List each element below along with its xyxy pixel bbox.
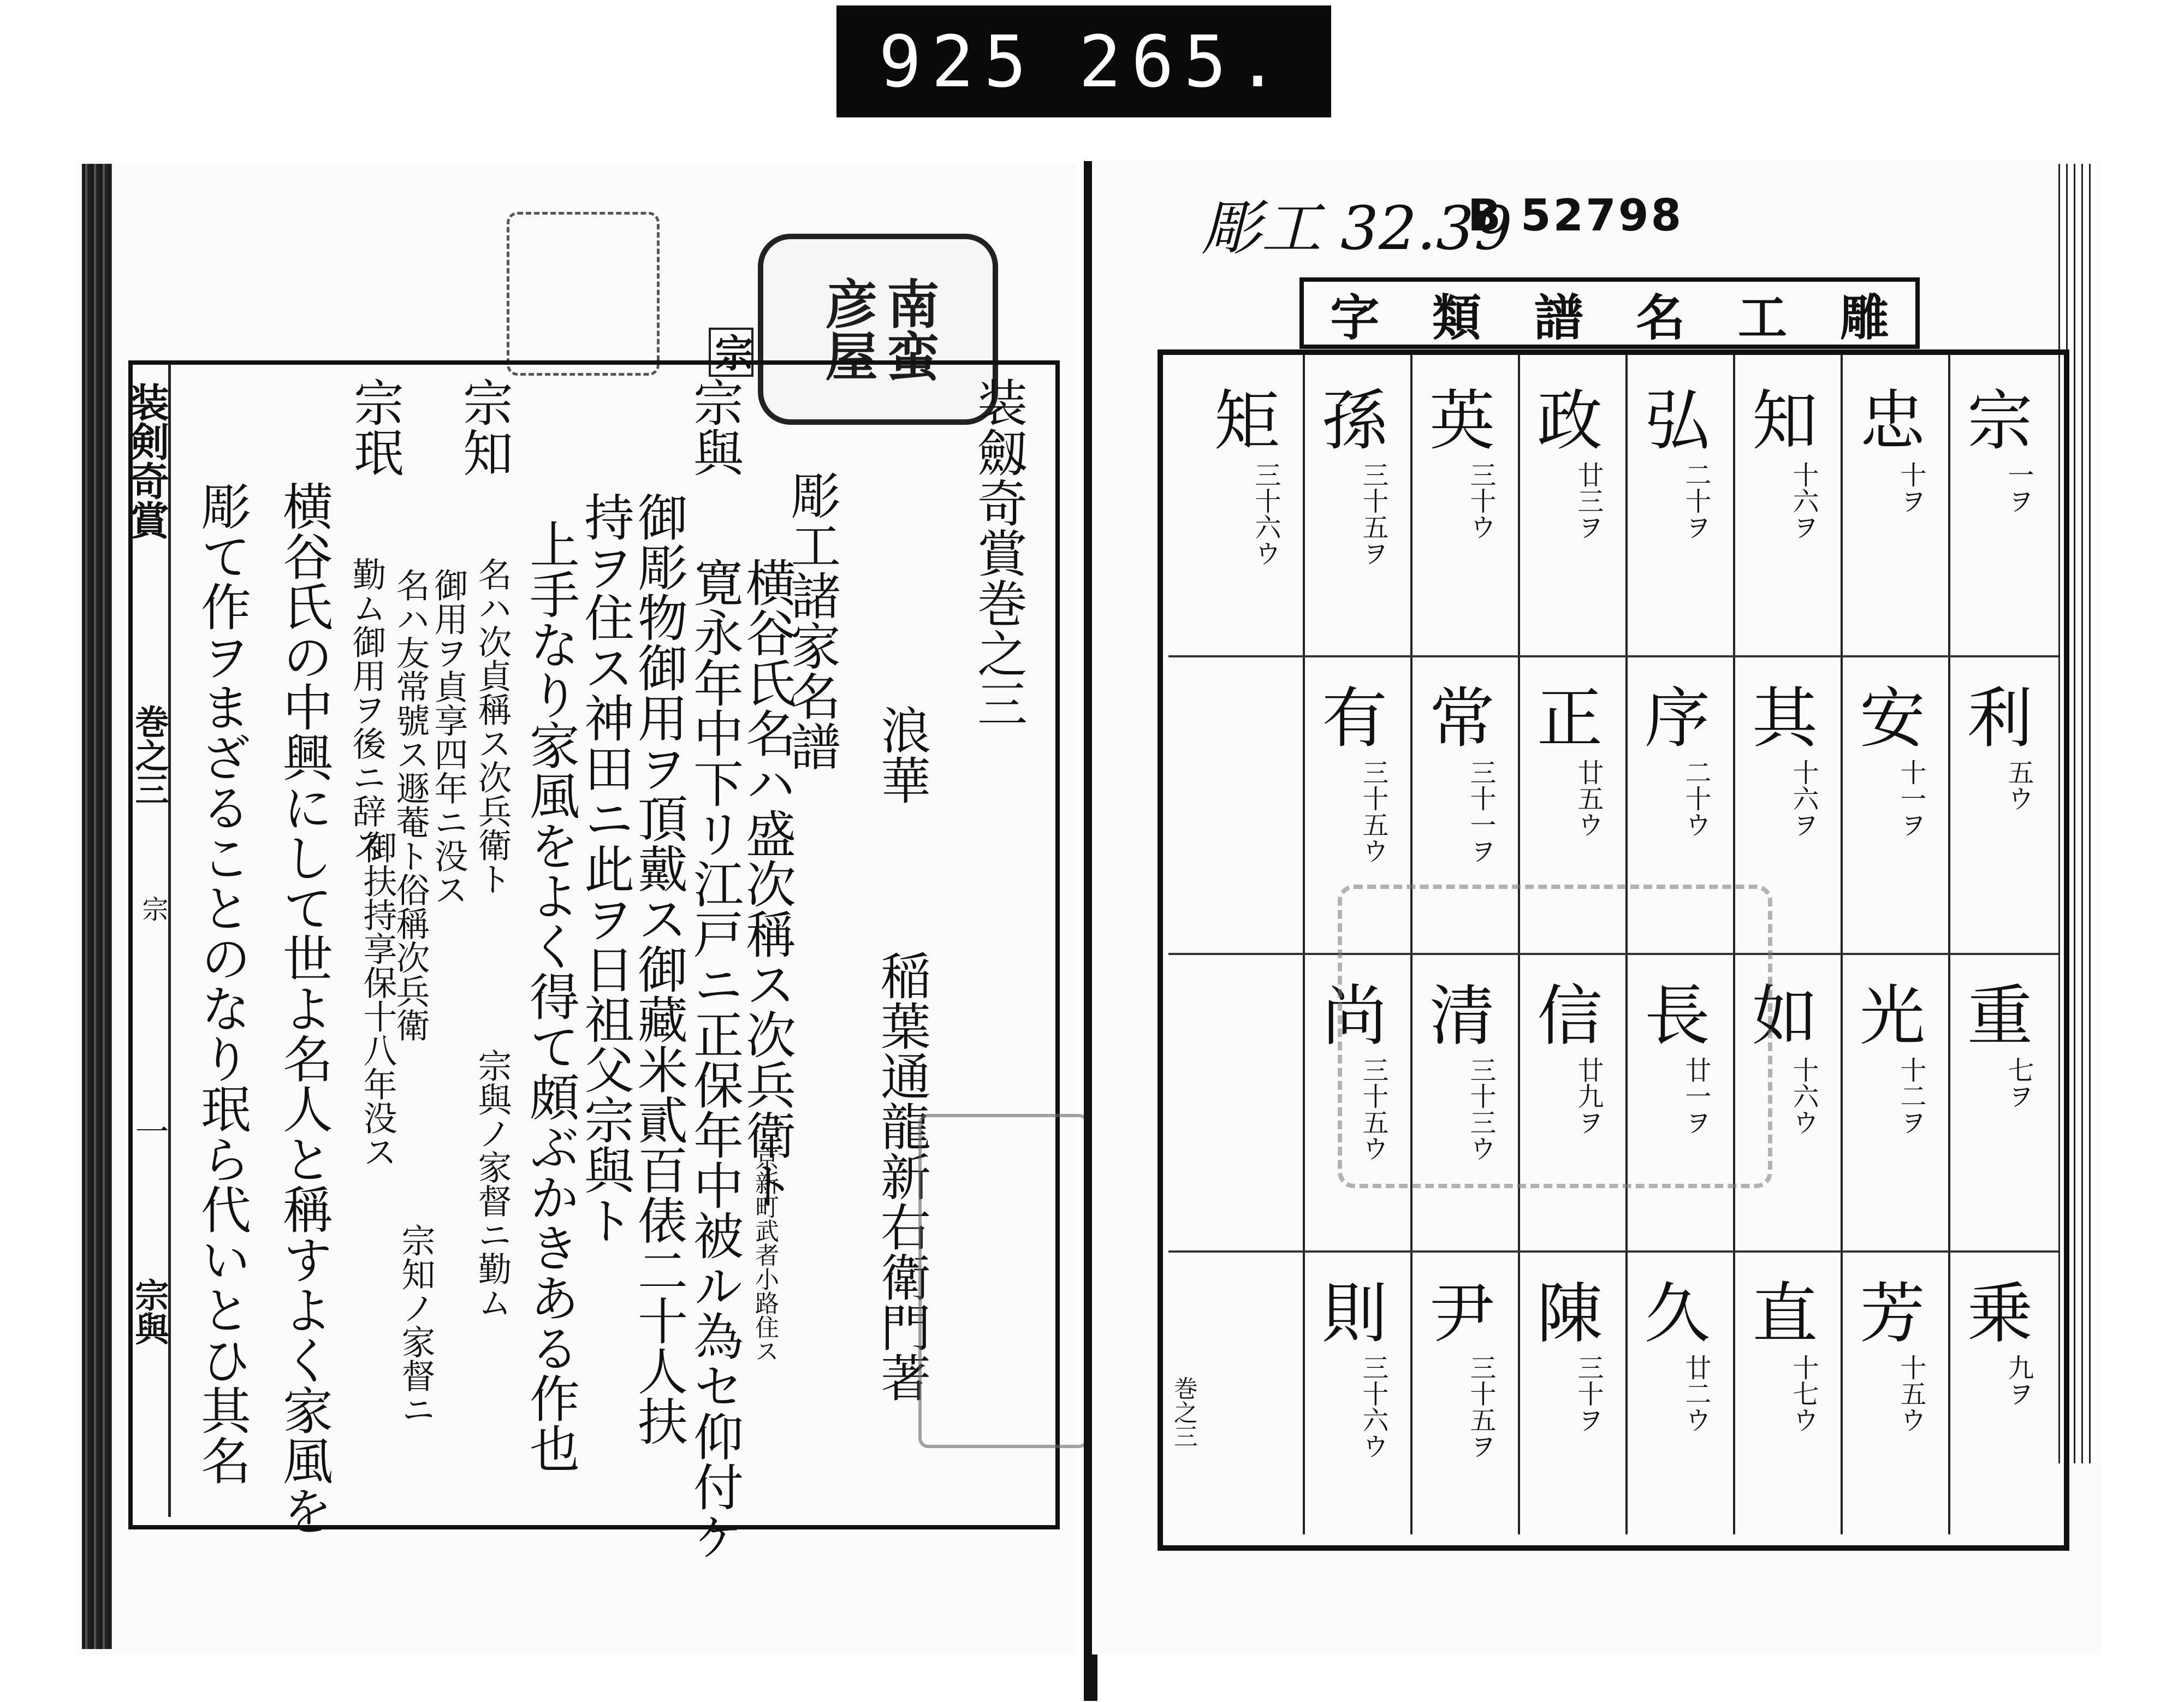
index-character: 有 bbox=[1322, 681, 1387, 757]
spine-title: 装剣奇賞 bbox=[123, 382, 170, 539]
index-character: 陳 bbox=[1537, 1276, 1603, 1352]
page-reference: 十六ヲ bbox=[1788, 461, 1819, 540]
spine-section-2: 宗與 bbox=[129, 1278, 169, 1345]
page-reference: 三十六ウ bbox=[1358, 1354, 1388, 1459]
handwritten-call-number: 彫工 32.39 bbox=[1201, 193, 1512, 263]
catalog-number-left: 925 bbox=[879, 20, 1037, 103]
text-column: 上手なり家風をよく得て頗ぶかきある作也 bbox=[521, 519, 580, 1473]
page-reference: 廿五ウ bbox=[1573, 759, 1604, 838]
index-title-box bbox=[1299, 277, 1920, 349]
book-title-column: 装劔奇賞巻之三 bbox=[969, 377, 1028, 728]
annotation-column: 宗知ノ家督ニ bbox=[396, 1223, 436, 1426]
title-char: 雕 bbox=[1839, 288, 1889, 347]
index-character: 長 bbox=[1645, 978, 1710, 1054]
index-character: 忠 bbox=[1860, 383, 1925, 459]
seal-text-1: 南蛮 bbox=[878, 277, 940, 382]
text-column: 勤ム御用ヲ後ニ辞ス bbox=[347, 557, 387, 862]
catalog-label bbox=[836, 5, 1331, 117]
index-character: 重 bbox=[1967, 978, 2033, 1054]
page-reference: 十一ヲ bbox=[1896, 759, 1926, 838]
page-reference: 七ヲ bbox=[2003, 1057, 2034, 1109]
text-column: 名ハ友常號ス遯菴ト俗稱次兵衛 bbox=[390, 568, 430, 1042]
page-reference: 九ヲ bbox=[2003, 1354, 2034, 1407]
index-character: 孫 bbox=[1322, 383, 1387, 459]
spine-section: 宗 bbox=[138, 896, 168, 922]
text-column: 名ハ次貞稱ス次兵衛ト bbox=[472, 557, 512, 896]
page-reference: 三十五ヲ bbox=[1465, 1354, 1496, 1459]
page-reference: 十二ヲ bbox=[1896, 1057, 1926, 1135]
text-column: 彫て作ヲまざることのなり珉ら代いとひ其名 bbox=[193, 481, 251, 1485]
table-column-divider bbox=[1841, 355, 1843, 1534]
page-reference: 三十一ヲ bbox=[1465, 759, 1496, 864]
page-reference: 三十五ヲ bbox=[1358, 461, 1388, 566]
catalog-stamp: B 52798 bbox=[1468, 190, 1684, 241]
spine-volume: 巻之三 bbox=[129, 704, 169, 806]
page-reference: 三十六ウ bbox=[1250, 461, 1281, 566]
index-character: 清 bbox=[1429, 978, 1495, 1054]
text-column: 寛永年中下リ江戸ニ正保年中被ル為セ仰付ケ bbox=[685, 557, 744, 1562]
catalog-number-right: 265. bbox=[1078, 20, 1289, 103]
table-row-divider bbox=[1168, 655, 2058, 657]
page-reference: 廿九ヲ bbox=[1573, 1057, 1604, 1135]
page-reference: 三十五ウ bbox=[1358, 1057, 1388, 1161]
page-reference: 十六ヲ bbox=[1788, 759, 1819, 838]
index-character: 芳 bbox=[1860, 1276, 1925, 1352]
page-reference: 廿三ヲ bbox=[1573, 461, 1604, 540]
page-reference: 十ヲ bbox=[1896, 461, 1926, 514]
index-character: 如 bbox=[1752, 978, 1818, 1054]
index-character: 尚 bbox=[1322, 978, 1387, 1054]
index-character: 利 bbox=[1967, 681, 2033, 757]
publisher-place: 浪華 bbox=[873, 704, 931, 805]
page-reference: 三十ヲ bbox=[1573, 1354, 1604, 1433]
page-reference: 十七ウ bbox=[1788, 1354, 1819, 1433]
heading-soumin: 宗珉 bbox=[346, 377, 404, 477]
seal-text-2: 彦屋 bbox=[817, 277, 879, 382]
page-reference: 三十五ウ bbox=[1358, 759, 1388, 864]
faded-seal bbox=[1338, 885, 1772, 1188]
index-character: 政 bbox=[1537, 383, 1603, 459]
index-character: 矩 bbox=[1214, 383, 1280, 459]
table-column-divider bbox=[1948, 355, 1950, 1534]
annotation-column: 京新町武者小路住ス bbox=[751, 1147, 779, 1363]
annotation-column: 宗與ノ家督ニ勤ム bbox=[472, 1048, 512, 1319]
index-character: 序 bbox=[1645, 681, 1710, 757]
book-spine-edge bbox=[82, 164, 112, 1649]
volume-note: 巻之三 bbox=[1170, 1376, 1197, 1448]
index-character: 光 bbox=[1860, 978, 1925, 1054]
index-character: 正 bbox=[1537, 681, 1603, 757]
text-column: 御彫物御用ヲ頂戴ス御藏米貳百俵二十人扶 bbox=[630, 491, 688, 1446]
index-character: 知 bbox=[1752, 383, 1818, 459]
page-reference: 二十ヲ bbox=[1681, 461, 1711, 540]
page-reference: 廿二ウ bbox=[1681, 1354, 1711, 1433]
text-column: 御用ヲ貞享四年ニ没ス bbox=[429, 568, 468, 906]
index-character: 安 bbox=[1860, 681, 1925, 757]
index-character: 久 bbox=[1645, 1276, 1710, 1352]
author-column: 稲葉通龍新右衛門著 bbox=[873, 950, 931, 1402]
title-char: 字 bbox=[1330, 288, 1380, 347]
table-row-divider bbox=[1168, 1250, 2058, 1253]
spine-page: 一 bbox=[129, 1114, 169, 1148]
page-reference: 一ヲ bbox=[2003, 461, 2034, 514]
page-reference: 十五ウ bbox=[1896, 1354, 1926, 1433]
index-character: 弘 bbox=[1645, 383, 1710, 459]
page-reference: 十六ウ bbox=[1788, 1057, 1819, 1135]
heading-souchi: 宗知 bbox=[455, 377, 513, 477]
page-reference: 二十ウ bbox=[1681, 759, 1711, 838]
index-character: 信 bbox=[1537, 978, 1603, 1054]
page-reference: 三十ウ bbox=[1465, 461, 1496, 540]
index-character: 英 bbox=[1429, 383, 1495, 459]
heading-zongyu: 宗與 bbox=[685, 377, 744, 477]
text-column: 横谷氏名ハ盛次稱ス次兵衛ト bbox=[738, 557, 796, 1210]
title-char: 譜 bbox=[1534, 288, 1583, 347]
index-character: 則 bbox=[1322, 1276, 1387, 1352]
section-heading: 彫工諸家名譜 bbox=[782, 470, 841, 771]
text-column: 持ヲ住ス神田ニ此ヲ日祖父宗與ト bbox=[576, 491, 634, 1245]
index-character: 其 bbox=[1752, 681, 1818, 757]
index-character: 尹 bbox=[1429, 1276, 1495, 1352]
page-reference: 三十三ウ bbox=[1465, 1057, 1496, 1161]
page-reference: 五ウ bbox=[2003, 759, 2034, 811]
paper-slip bbox=[507, 212, 660, 376]
index-character: 常 bbox=[1429, 681, 1495, 757]
title-char: 類 bbox=[1432, 288, 1481, 347]
title-char: 名 bbox=[1636, 288, 1686, 347]
index-character: 直 bbox=[1752, 1276, 1818, 1352]
tab-mark: 宗 bbox=[709, 328, 753, 377]
index-character: 宗 bbox=[1967, 383, 2033, 459]
text-column: 横谷氏の中興にして世よ名人と稱すよく家風を bbox=[275, 481, 333, 1535]
table-column-divider bbox=[1303, 355, 1305, 1534]
library-stamp bbox=[918, 1114, 1089, 1448]
index-character: 乗 bbox=[1967, 1276, 2033, 1352]
text-column: 御扶持享保十八年没ス bbox=[358, 830, 397, 1169]
page-reference: 廿一ヲ bbox=[1681, 1057, 1711, 1135]
title-char: 工 bbox=[1737, 288, 1787, 347]
